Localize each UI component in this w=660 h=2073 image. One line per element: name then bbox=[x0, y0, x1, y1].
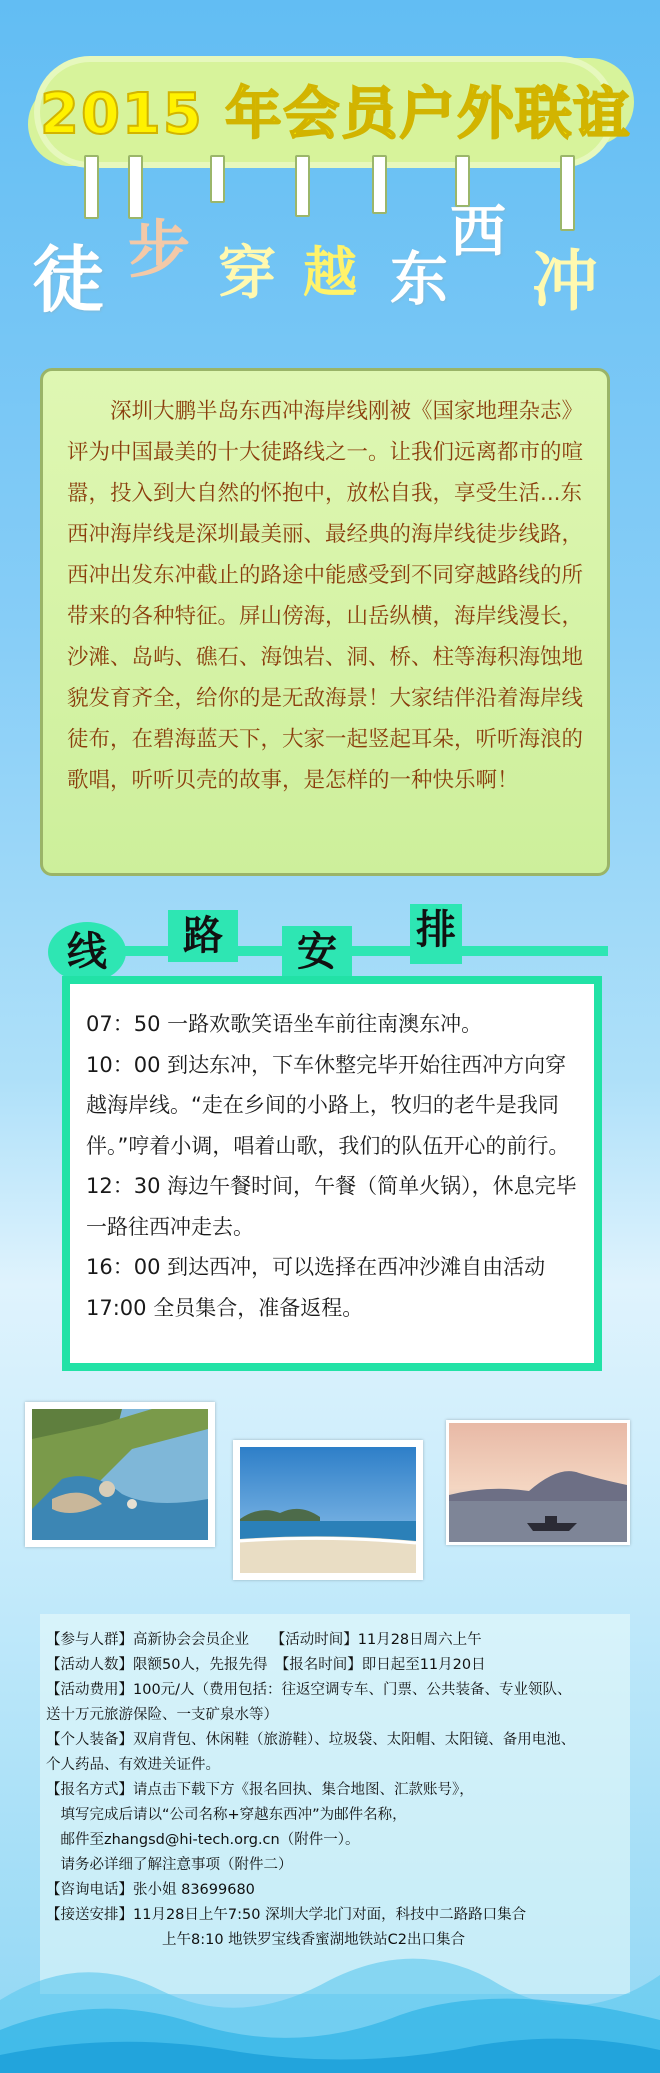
hike-title-char: 穿 bbox=[218, 239, 277, 307]
beach-image bbox=[240, 1447, 416, 1573]
hike-title-char: 步 bbox=[128, 213, 191, 286]
intro-box bbox=[40, 368, 610, 876]
info-line: 【咨询电话】张小姐 83699680 bbox=[46, 1882, 255, 1898]
beach-photo bbox=[233, 1440, 423, 1580]
info-line: 个人药品、有效进关证件。 bbox=[46, 1757, 220, 1773]
schedule-item: 07：50 一路欢歌笑语坐车前往南澳东冲。 bbox=[86, 1012, 483, 1036]
route-heading-char: 安 bbox=[282, 926, 352, 980]
route-heading-char: 线 bbox=[48, 922, 126, 982]
sunset-sea-image bbox=[449, 1423, 627, 1542]
info-line: 【活动费用】100元/人（费用包括：往返空调专车、门票、公共装备、专业领队、 bbox=[46, 1682, 572, 1698]
route-heading-char: 路 bbox=[168, 910, 238, 962]
schedule-item: 10：00 到达东冲，下车休整完毕开始往西冲方向穿越海岸线。“走在乡间的小路上，牧归的老牛是我同伴。”哼着小调，唱着山歌，我们的队伍开心的前行。 bbox=[86, 1052, 570, 1158]
hanging-bar bbox=[295, 155, 310, 217]
info-line: 上午8:10 地铁罗宝线香蜜湖地铁站C2出口集合 bbox=[46, 1932, 466, 1948]
schedule-item: 17:00 全员集合，准备返程。 bbox=[86, 1295, 364, 1320]
hike-title-char: 西 bbox=[450, 200, 506, 265]
hanging-bar bbox=[84, 155, 99, 219]
hanging-bar bbox=[210, 155, 225, 203]
wave-decoration bbox=[0, 1880, 660, 2073]
intro-text: 深圳大鹏半岛东西冲海岸线刚被《国家地理杂志》评为中国最美的十大徒路线之一。让我们远离都市的喧嚣，投入到大自然的怀抱中，放松自我，享受生活...东西冲海岸线是深圳最美丽、最经典的海岸线徒步线路，西冲出发东冲截止的路途中能感受到不同穿越路线的所带来的各种特征。屏山傍海，山岳纵横，海岸线漫长，沙滩、岛屿、礁石、海蚀岩、洞、桥、柱等海积海蚀地貌发育齐全，给你的是无敌海景！大家结伴沿着海岸线徒布，在碧海蓝天下，大家一起竖起耳朵，听听海浪的歌唱，听听贝壳的故事，是怎样的一种快乐啊！ bbox=[67, 399, 584, 793]
hike-title-char: 徒 bbox=[32, 238, 105, 322]
info-line: 【接送安排】11月28日上午7:50 深圳大学北门对面，科技中二路路口集合 bbox=[46, 1907, 527, 1923]
schedule-item: 16：00 到达西冲，可以选择在西冲沙滩自由活动 bbox=[86, 1255, 546, 1279]
info-line: 【报名方式】请点击下载下方《报名回执、集合地图、汇款账号》， bbox=[46, 1782, 474, 1798]
hike-title-char: 越 bbox=[303, 241, 357, 304]
sunset-sea-photo bbox=[446, 1420, 630, 1545]
info-line: 填写完成后请以“公司名称+穿越东西冲”为邮件名称， bbox=[46, 1807, 407, 1823]
info-line: 邮件至zhangsd@hi-tech.org.cn（附件一）。 bbox=[46, 1832, 360, 1848]
hanging-bar bbox=[560, 155, 575, 231]
route-heading-char: 排 bbox=[410, 904, 462, 964]
info-line: 请务必详细了解注意事项（附件二） bbox=[46, 1857, 293, 1873]
hanging-bar bbox=[372, 155, 387, 214]
coast-rocks-photo bbox=[25, 1402, 215, 1547]
info-line: 【个人装备】双肩背包、休闲鞋（旅游鞋）、垃圾袋、太阳帽、太阳镜、备用电池、 bbox=[46, 1732, 576, 1748]
hike-title-char: 东 bbox=[390, 245, 449, 313]
main-title: 2015 年会员户外联谊 bbox=[40, 82, 632, 147]
info-line: 【参与人群】高新协会会员企业 【活动时间】11月28日周六上午 bbox=[46, 1632, 482, 1648]
hike-title-char: 冲 bbox=[532, 243, 598, 320]
coast-rocks-image bbox=[32, 1409, 208, 1540]
info-line: 送十万元旅游保险、一支矿泉水等） bbox=[46, 1707, 278, 1723]
schedule-item: 12：30 海边午餐时间，午餐（简单火锅），休息完毕一路往西冲走去。 bbox=[86, 1174, 577, 1239]
schedule-box bbox=[62, 976, 602, 1371]
info-line: 【活动人数】限额50人，先报先得 【报名时间】即日起至11月20日 bbox=[46, 1657, 486, 1673]
